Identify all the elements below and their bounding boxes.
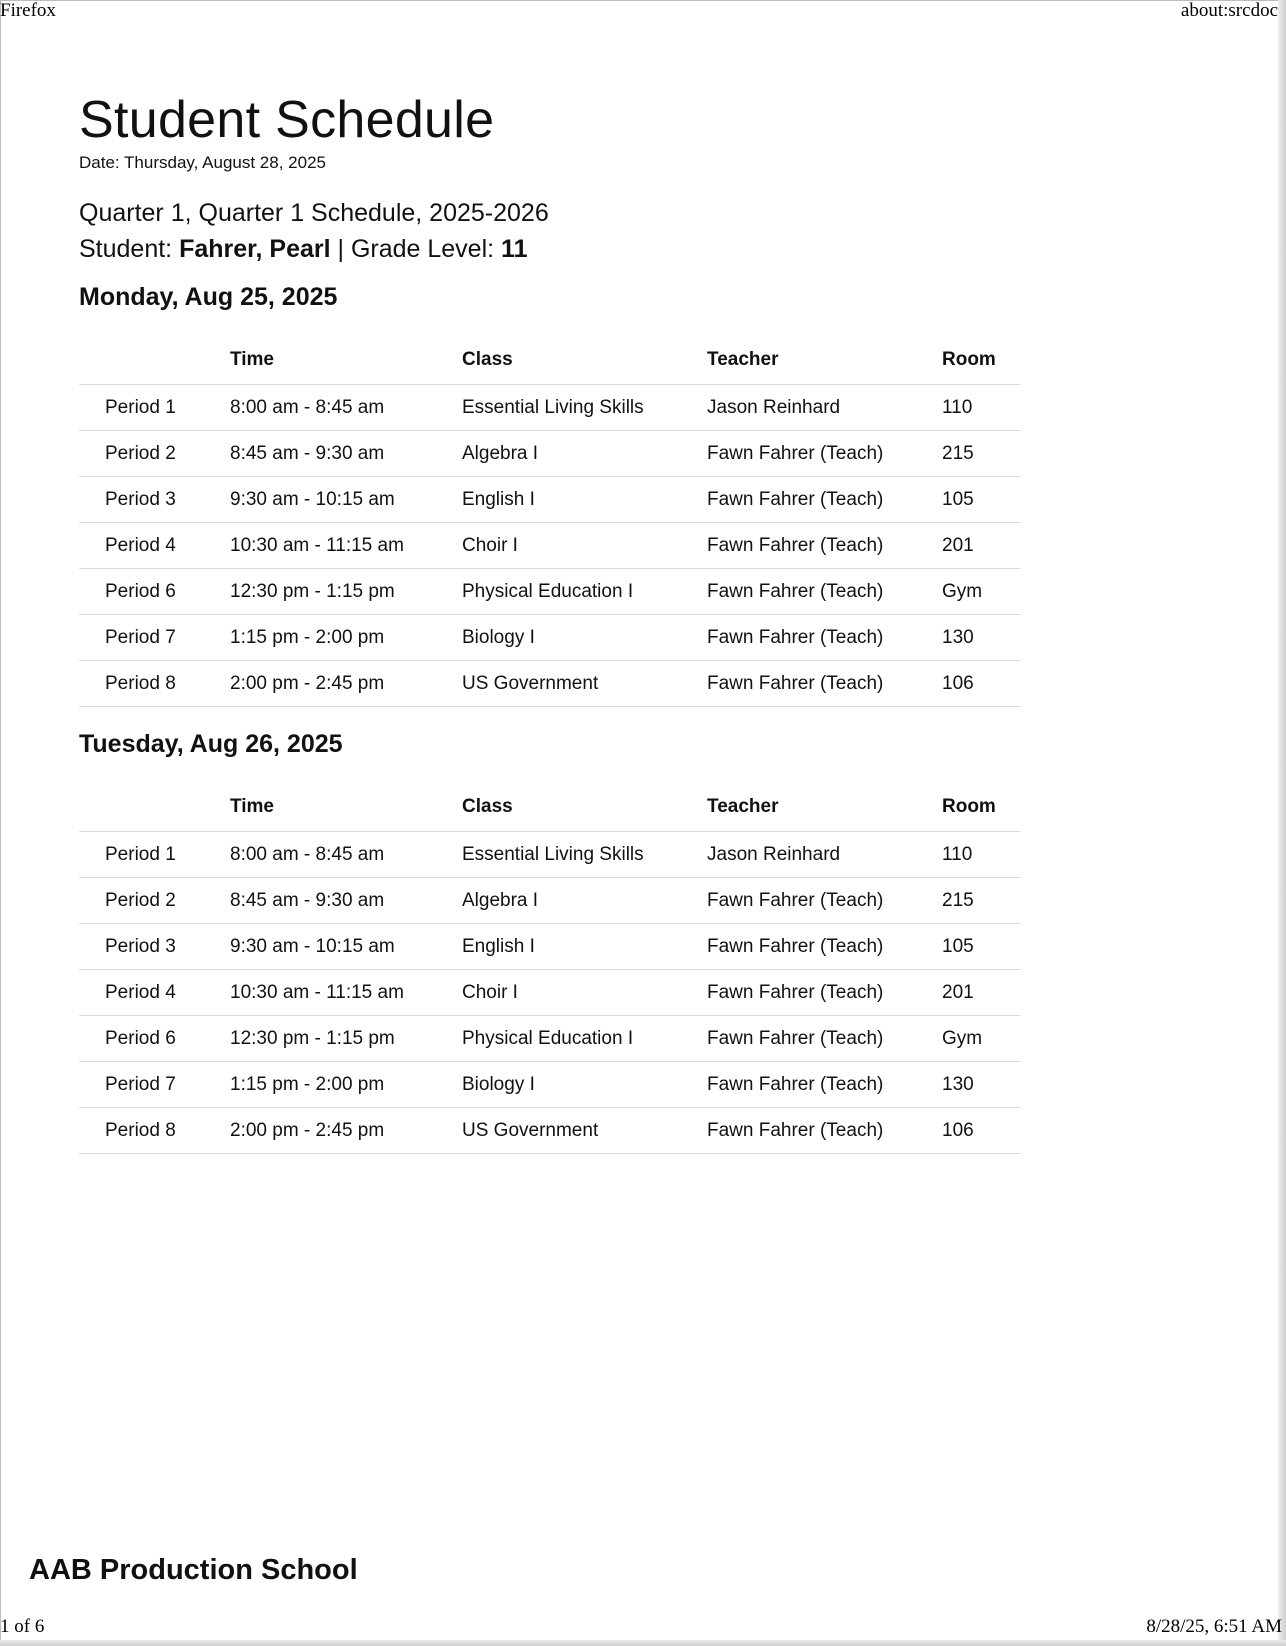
page-right-edge [1278, 0, 1286, 1646]
column-header-time: Time [230, 783, 462, 832]
cell-room: 130 [942, 1062, 1021, 1108]
cell-class: Algebra I [462, 431, 707, 477]
cell-class: Choir I [462, 523, 707, 569]
column-header-time: Time [230, 336, 462, 385]
cell-class: US Government [462, 661, 707, 707]
cell-room: Gym [942, 1016, 1021, 1062]
table-row [79, 385, 1021, 431]
cell-teacher: Jason Reinhard [707, 385, 942, 431]
page-indicator: 1 of 6 [0, 1616, 45, 1637]
cell-teacher: Fawn Fahrer (Teach) [707, 1016, 942, 1062]
student-info [79, 230, 1029, 268]
table-row [79, 477, 1021, 523]
cell-period: Period 8 [79, 661, 230, 707]
cell-period: Period 6 [79, 1016, 230, 1062]
days-container [79, 280, 1029, 1154]
grade-level: 11 [501, 235, 528, 263]
cell-period: Period 1 [79, 832, 230, 878]
cell-room: 215 [942, 431, 1021, 477]
cell-room: 130 [942, 615, 1021, 661]
schedule-document [79, 88, 1029, 1154]
browser-app-label: Firefox [0, 0, 56, 21]
cell-teacher: Fawn Fahrer (Teach) [707, 924, 942, 970]
day-section [79, 727, 1029, 1154]
cell-teacher: Fawn Fahrer (Teach) [707, 569, 942, 615]
cell-time: 10:30 am - 11:15 am [230, 970, 462, 1016]
cell-time: 9:30 am - 10:15 am [230, 924, 462, 970]
table-row [79, 832, 1021, 878]
cell-teacher: Fawn Fahrer (Teach) [707, 523, 942, 569]
table-row [79, 1062, 1021, 1108]
cell-class: Physical Education I [462, 569, 707, 615]
table-row [79, 1108, 1021, 1154]
cell-period: Period 4 [79, 970, 230, 1016]
table-body [79, 385, 1021, 707]
cell-time: 12:30 pm - 1:15 pm [230, 569, 462, 615]
cell-period: Period 2 [79, 431, 230, 477]
cell-time: 2:00 pm - 2:45 pm [230, 1108, 462, 1154]
cell-time: 8:00 am - 8:45 am [230, 832, 462, 878]
school-name: AAB Production School [29, 1554, 358, 1586]
cell-class: US Government [462, 1108, 707, 1154]
student-name: Fahrer, Pearl [179, 235, 331, 263]
column-header-class: Class [462, 336, 707, 385]
table-row [79, 661, 1021, 707]
cell-period: Period 3 [79, 924, 230, 970]
cell-teacher: Fawn Fahrer (Teach) [707, 431, 942, 477]
cell-room: 105 [942, 924, 1021, 970]
column-header-room: Room [942, 783, 1021, 832]
cell-time: 1:15 pm - 2:00 pm [230, 1062, 462, 1108]
table-row [79, 615, 1021, 661]
cell-period: Period 8 [79, 1108, 230, 1154]
cell-time: 10:30 am - 11:15 am [230, 523, 462, 569]
cell-teacher: Fawn Fahrer (Teach) [707, 615, 942, 661]
cell-time: 12:30 pm - 1:15 pm [230, 1016, 462, 1062]
cell-period: Period 6 [79, 569, 230, 615]
page-title: Student Schedule [79, 91, 495, 149]
cell-class: Choir I [462, 970, 707, 1016]
cell-teacher: Fawn Fahrer (Teach) [707, 477, 942, 523]
table-row [79, 569, 1021, 615]
column-header-teacher: Teacher [707, 336, 942, 385]
cell-class: English I [462, 924, 707, 970]
term-info: Quarter 1, Quarter 1 Schedule, 2025-2026 [79, 199, 549, 227]
cell-teacher: Fawn Fahrer (Teach) [707, 1108, 942, 1154]
cell-room: 110 [942, 385, 1021, 431]
table-header-row [79, 783, 1021, 832]
grade-separator: | Grade Level: [330, 235, 502, 263]
cell-period: Period 2 [79, 878, 230, 924]
cell-room: 201 [942, 970, 1021, 1016]
column-header-period [79, 336, 230, 385]
schedule-table [79, 783, 1021, 1154]
browser-url-label: about:srcdoc [1180, 0, 1278, 21]
cell-teacher: Fawn Fahrer (Teach) [707, 661, 942, 707]
cell-class: English I [462, 477, 707, 523]
cell-class: Algebra I [462, 878, 707, 924]
cell-time: 2:00 pm - 2:45 pm [230, 661, 462, 707]
cell-teacher: Fawn Fahrer (Teach) [707, 970, 942, 1016]
table-header-row [79, 336, 1021, 385]
table-row [79, 523, 1021, 569]
day-heading: Tuesday, Aug 26, 2025 [79, 730, 343, 758]
column-header-room: Room [942, 336, 1021, 385]
table-row [79, 878, 1021, 924]
cell-class: Physical Education I [462, 1016, 707, 1062]
column-header-teacher: Teacher [707, 783, 942, 832]
cell-time: 8:00 am - 8:45 am [230, 385, 462, 431]
cell-teacher: Jason Reinhard [707, 832, 942, 878]
cell-period: Period 1 [79, 385, 230, 431]
cell-class: Essential Living Skills [462, 832, 707, 878]
day-heading: Monday, Aug 25, 2025 [79, 283, 338, 311]
report-date: Date: Thursday, August 28, 2025 [79, 153, 326, 172]
cell-period: Period 4 [79, 523, 230, 569]
table-row [79, 431, 1021, 477]
cell-period: Period 3 [79, 477, 230, 523]
column-header-class: Class [462, 783, 707, 832]
cell-room: 110 [942, 832, 1021, 878]
table-row [79, 970, 1021, 1016]
cell-time: 1:15 pm - 2:00 pm [230, 615, 462, 661]
cell-period: Period 7 [79, 615, 230, 661]
cell-teacher: Fawn Fahrer (Teach) [707, 878, 942, 924]
cell-time: 8:45 am - 9:30 am [230, 878, 462, 924]
cell-class: Essential Living Skills [462, 385, 707, 431]
print-timestamp: 8/28/25, 6:51 AM [1146, 1616, 1282, 1637]
table-row [79, 1016, 1021, 1062]
cell-room: 201 [942, 523, 1021, 569]
cell-room: 105 [942, 477, 1021, 523]
schedule-table [79, 336, 1021, 707]
cell-class: Biology I [462, 1062, 707, 1108]
cell-teacher: Fawn Fahrer (Teach) [707, 1062, 942, 1108]
table-row [79, 924, 1021, 970]
cell-time: 9:30 am - 10:15 am [230, 477, 462, 523]
cell-room: 106 [942, 661, 1021, 707]
cell-room: 215 [942, 878, 1021, 924]
column-header-period [79, 783, 230, 832]
day-section [79, 280, 1029, 707]
cell-time: 8:45 am - 9:30 am [230, 431, 462, 477]
table-body [79, 832, 1021, 1154]
cell-room: Gym [942, 569, 1021, 615]
cell-period: Period 7 [79, 1062, 230, 1108]
student-prefix: Student: [79, 235, 180, 263]
cell-class: Biology I [462, 615, 707, 661]
cell-room: 106 [942, 1108, 1021, 1154]
page-bottom-edge [0, 1640, 1286, 1646]
